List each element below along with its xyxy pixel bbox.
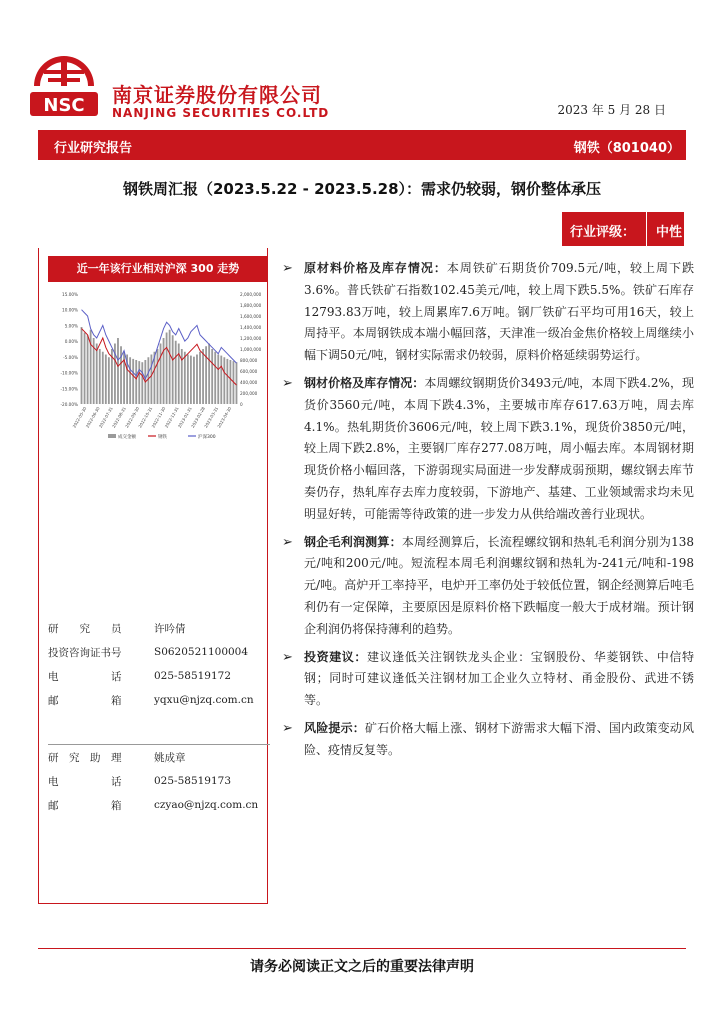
y-right-tick-label: 400,000 xyxy=(240,380,258,385)
volume-bar xyxy=(193,357,195,404)
volume-bar xyxy=(236,362,238,404)
volume-bar xyxy=(214,352,216,404)
bullet-heading: 风险提示： xyxy=(304,720,365,735)
y-right-tick-label: 1,400,000 xyxy=(240,325,262,330)
arrow-icon: ➢ xyxy=(282,261,293,276)
volume-bar xyxy=(81,327,83,404)
volume-bar xyxy=(184,352,186,404)
y-left-tick-label: 15.00% xyxy=(62,292,78,297)
footer-divider xyxy=(38,948,686,949)
analyst-name: 许吟倩 xyxy=(154,622,186,635)
volume-bar xyxy=(108,357,110,404)
arrow-icon: ➢ xyxy=(282,534,293,550)
report-title: 钢铁周汇报（2023.5.22 - 2023.5.28）：需求仍较弱，钢价整体承压 xyxy=(122,180,602,198)
volume-bar xyxy=(187,355,189,405)
x-tick-label: 2022-12-31 xyxy=(163,406,180,429)
bullet-body: 本周螺纹钢期货价3493元/吨，本周下跌4.2%，现货价3560元/吨，本周下跌4.3%，主要城市库存617.63万吨，周去库4.1%。热轧期货价3606元/吨，较上周下跌3.1%，现货价3850元/吨，较上周下跌2.8%，主要钢厂库存277.08万吨，周小幅去库。本周钢材期现货价格小幅回落，下游弱现实局面进一步发酵成弱预期，螺纹钢去库节奏仍存，热轧库存去库力度较弱，下游地产、基建、工业领域需求均未见明显好转，可能需等待政策的进一步发力从供给端改善行业现状。 xyxy=(304,375,694,521)
volume-bar xyxy=(229,360,231,404)
bullet-profit xyxy=(282,532,694,641)
rating-label: 行业评级： xyxy=(570,225,636,240)
report-date: 2023 年 5 月 28 日 xyxy=(557,103,666,117)
volume-bar xyxy=(172,335,174,404)
bullet-steel-price xyxy=(282,373,694,526)
x-tick-label: 2022-07-31 xyxy=(97,406,114,429)
volume-bar xyxy=(220,356,222,404)
bullet-body: 本周铁矿石期货价709.5元/吨，较上周下跌3.6%。普氏铁矿石指数102.45美元/吨，较上周下跌5.5%。铁矿石库存12793.83万吨，较上周累库7.6万吨。钢厂铁矿石平均可用16天，较上周持平。本周钢铁成本端小幅回落，天津准一级冶金焦价格较上周继续小幅下调50元/吨，钢材实际需求仍较弱，原料价格延续弱势运行。 xyxy=(304,261,694,363)
volume-bar xyxy=(166,333,168,405)
x-tick-label: 2022-06-30 xyxy=(84,406,101,429)
volume-bar xyxy=(217,355,219,405)
volume-bar xyxy=(169,330,171,404)
volume-bar xyxy=(181,349,183,404)
chart-heading: 近一年该行业相对沪深 300 走势 xyxy=(48,256,268,282)
volume-bar xyxy=(135,360,137,404)
legal-notice: 请务必阅读正文之后的重要法律声明 xyxy=(250,959,474,975)
x-tick-label: 2022-10-31 xyxy=(137,406,154,429)
legend-label: 成交金额 xyxy=(118,435,136,440)
y-right-tick-label: 200,000 xyxy=(240,391,258,396)
y-left-tick-label: -5.00% xyxy=(63,354,78,360)
x-tick-label: 2022-11-30 xyxy=(150,406,167,429)
arrow-icon: ➢ xyxy=(282,375,293,391)
bullet-heading: 钢材价格及库存情况： xyxy=(304,375,425,390)
analyst-block-1 xyxy=(48,616,270,712)
bullet-investment xyxy=(282,647,694,712)
y-left-tick-label: -20.00% xyxy=(60,402,78,407)
y-right-tick-label: 2,000,000 xyxy=(240,292,262,297)
y-right-tick-label: 0 xyxy=(240,402,243,407)
volume-bar xyxy=(132,359,134,404)
x-tick-label: 2023-04-30 xyxy=(216,406,233,429)
y-left-tick-label: 10.00% xyxy=(62,307,78,313)
volume-bar xyxy=(196,355,198,405)
company-name-cn: 南京证券股份有限公司 xyxy=(112,83,322,107)
analyst-email[interactable]: yqxu@njzq.com.cn xyxy=(154,694,254,706)
phone-label: 电 话 xyxy=(48,775,122,788)
volume-bar xyxy=(163,338,165,404)
volume-bar xyxy=(190,356,192,404)
volume-bar xyxy=(157,349,159,404)
volume-bar xyxy=(178,344,180,405)
bullet-heading: 投资建议： xyxy=(304,649,367,664)
volume-bar xyxy=(208,344,210,405)
assistant-email[interactable]: czyao@njzq.com.cn xyxy=(154,799,259,811)
x-tick-label: 2023-01-31 xyxy=(176,406,193,429)
y-right-tick-label: 1,600,000 xyxy=(240,314,262,319)
analyst-phone: 025-58519172 xyxy=(154,670,232,682)
analyst-label: 研 究 员 xyxy=(48,622,122,635)
email-label: 邮 箱 xyxy=(48,799,122,812)
relative-performance-chart xyxy=(48,286,268,444)
volume-bar xyxy=(160,344,162,405)
y-left-tick-label: -15.00% xyxy=(60,386,78,392)
volume-bar xyxy=(226,359,228,404)
volume-bar xyxy=(138,361,140,404)
volume-bar xyxy=(211,349,213,404)
bullet-risk xyxy=(282,718,694,762)
y-right-tick-label: 600,000 xyxy=(240,369,258,374)
bullet-body: 本周经测算后，长流程螺纹钢和热轧毛利润分别为138元/吨和200元/吨。短流程本周毛利润螺纹钢和热轧为-241元/吨和-198元/吨。高炉开工率持平，电炉开工率仍处于较低位置，钢企经测算后吨毛利仍有一定保障，主要原因是原料价格下跌幅度一般大于成材端。预计钢企利润仍将保持薄利的趋势。 xyxy=(304,534,694,636)
volume-bar xyxy=(141,362,143,404)
assistant-phone: 025-58519173 xyxy=(154,775,232,787)
report-type: 行业研究报告 xyxy=(54,141,133,156)
bullet-body: 建议逢低关注钢铁龙头企业：宝钢股份、华菱钢铁、中信特钢；同时可建议逢低关注钢材加工企业久立特材、甬金股份、武进不锈等。 xyxy=(304,649,694,708)
license-number: S0620521100004 xyxy=(154,646,249,658)
volume-bar xyxy=(117,338,119,404)
bullet-heading: 钢企毛利润测算： xyxy=(304,534,402,549)
x-tick-label: 2022-05-30 xyxy=(71,406,88,429)
arrow-icon: ➢ xyxy=(282,649,293,665)
nsc-logo xyxy=(28,56,100,122)
volume-bar xyxy=(202,349,204,404)
volume-bar xyxy=(150,355,152,405)
rating-divider xyxy=(646,212,647,246)
x-tick-label: 2022-08-31 xyxy=(110,406,127,429)
assistant-name: 姚成章 xyxy=(154,751,186,764)
volume-bar xyxy=(99,349,101,404)
volume-bar xyxy=(147,357,149,404)
company-name-en: NANJING SECURITIES CO.LTD xyxy=(112,106,330,120)
y-right-tick-label: 1,200,000 xyxy=(240,336,262,341)
email-label: 邮 箱 xyxy=(48,694,122,707)
logo-text: NSC xyxy=(43,95,85,116)
rating-value: 中性 xyxy=(656,225,683,240)
bullet-raw-materials xyxy=(282,258,694,367)
x-tick-label: 2023-02-28 xyxy=(189,406,206,429)
volume-bar xyxy=(105,355,107,405)
bullet-heading: 原材料价格及库存情况： xyxy=(304,261,447,275)
legend-swatch xyxy=(108,434,116,438)
volume-bar xyxy=(102,352,104,404)
volume-bar xyxy=(199,352,201,404)
volume-bar xyxy=(84,333,86,405)
bullet-body: 矿石价格大幅上涨、钢材下游需求大幅下滑、国内政策变动风险、疫情反复等。 xyxy=(304,720,694,757)
analyst-block-2 xyxy=(48,744,270,817)
legend-label: 钢铁 xyxy=(158,435,167,440)
volume-bar xyxy=(175,341,177,404)
legend-label: 沪深300 xyxy=(198,435,216,440)
main-content xyxy=(282,258,694,762)
y-left-tick-label: 0.00% xyxy=(64,339,78,345)
assistant-label: 研 究 助 理 xyxy=(48,751,122,764)
volume-bar xyxy=(223,357,225,404)
x-tick-label: 2022-09-30 xyxy=(124,406,141,429)
volume-bar xyxy=(205,346,207,404)
volume-bar xyxy=(96,344,98,405)
x-tick-label: 2023-03-31 xyxy=(203,406,220,429)
license-label: 投资咨询证书号 xyxy=(48,646,122,659)
phone-label: 电 话 xyxy=(48,670,122,683)
arrow-icon: ➢ xyxy=(282,720,293,736)
y-right-tick-label: 1,800,000 xyxy=(240,303,262,308)
steel-line xyxy=(82,329,237,386)
y-right-tick-label: 800,000 xyxy=(240,358,258,363)
industry-code: 钢铁（801040） xyxy=(573,141,680,156)
volume-bar xyxy=(87,335,89,404)
volume-bar xyxy=(129,357,131,404)
y-left-tick-label: -10.00% xyxy=(60,370,78,376)
y-right-tick-label: 1,000,000 xyxy=(240,347,262,352)
y-left-tick-label: 5.00% xyxy=(64,323,78,329)
